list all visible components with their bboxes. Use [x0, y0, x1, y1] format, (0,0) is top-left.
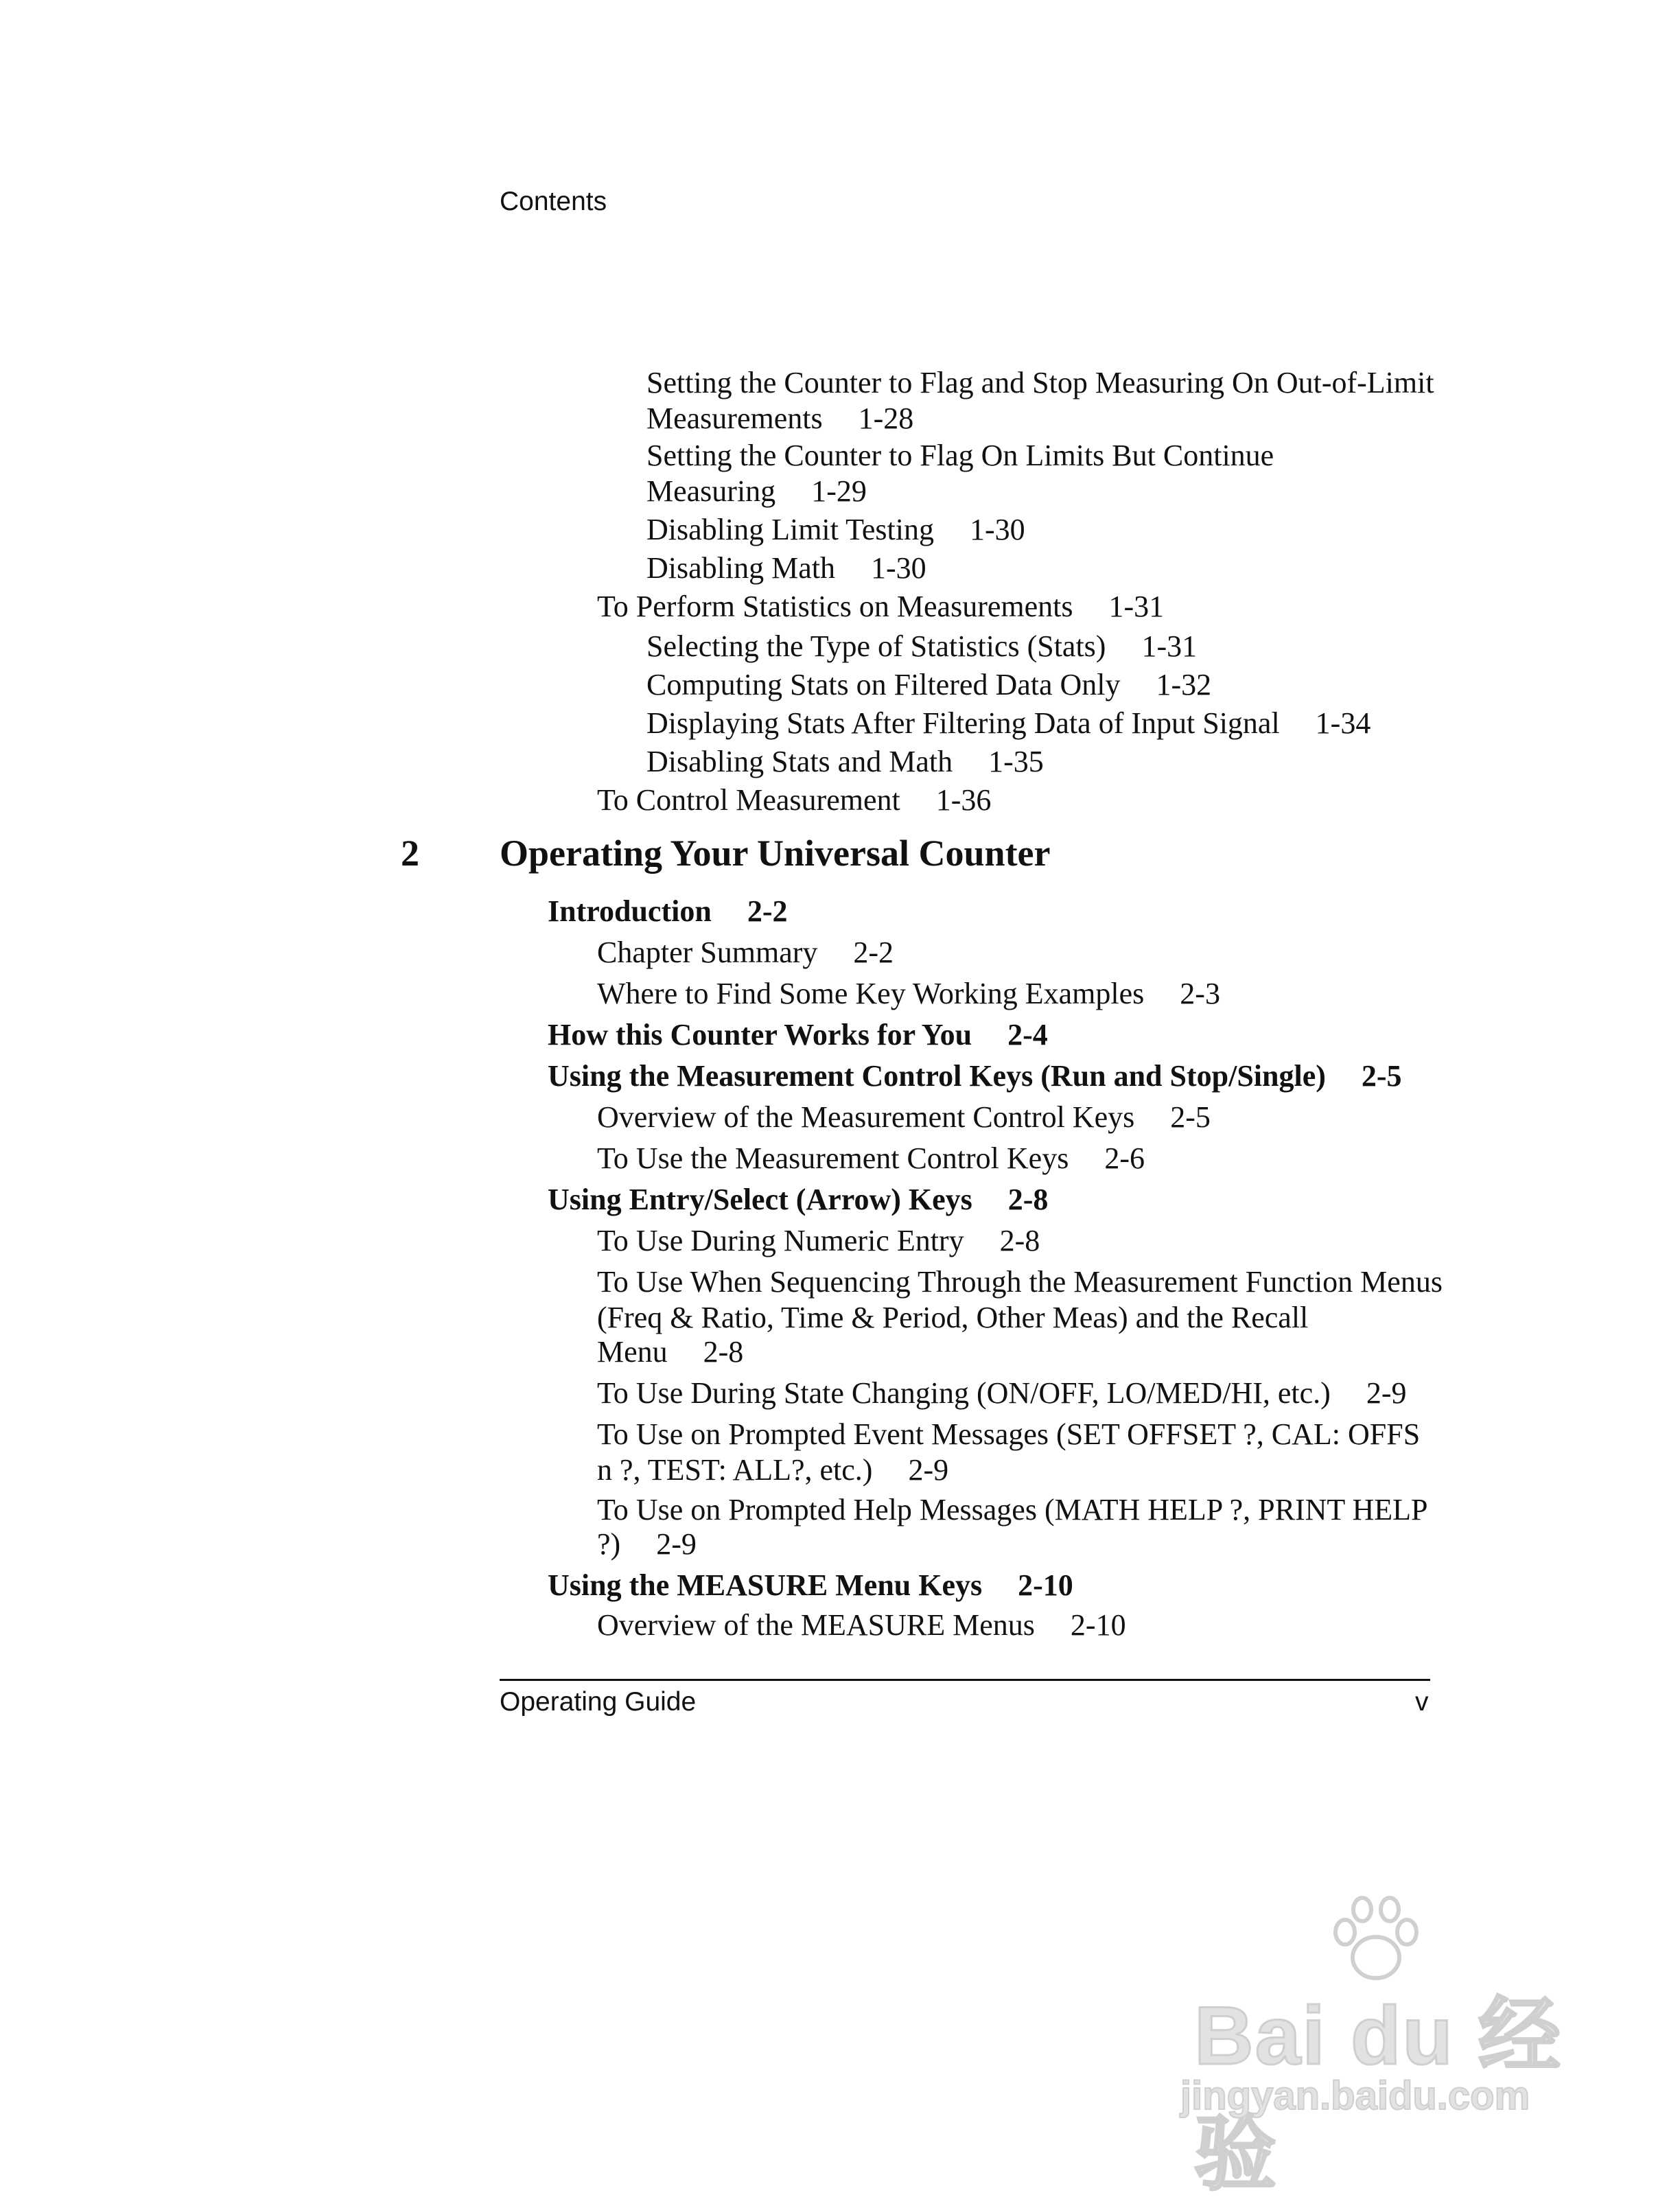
toc-entry[interactable]	[597, 782, 991, 818]
toc-entry[interactable]	[646, 401, 913, 437]
toc-entry-text: Measuring	[646, 474, 776, 508]
toc-page-number: 2-9	[656, 1527, 697, 1561]
toc-entry-text: Disabling Math	[646, 551, 835, 585]
toc-entry[interactable]	[597, 589, 1164, 625]
footer-guide-name: Operating Guide	[500, 1687, 697, 1717]
toc-page-number: 1-35	[988, 745, 1044, 778]
toc-entry-text: To Use the Measurement Control Keys	[597, 1141, 1069, 1175]
toc-entry[interactable]	[646, 706, 1370, 741]
toc-entry[interactable]	[597, 1300, 1308, 1336]
running-head: Contents	[500, 187, 607, 216]
toc-entry[interactable]	[646, 550, 926, 586]
toc-page-number: 1-28	[858, 402, 914, 435]
toc-entry-text: Displaying Stats After Filtering Data of Input Signal	[646, 706, 1280, 740]
toc-entry-text: How this Counter Works for You	[548, 1018, 972, 1052]
toc-page-number: 2-4	[1007, 1018, 1048, 1052]
toc-page-number: 1-30	[970, 513, 1025, 546]
toc-page-number: 2-8	[1007, 1183, 1049, 1216]
toc-page-number: 1-30	[870, 551, 926, 585]
toc-page-number: 2-2	[747, 894, 788, 928]
toc-entry[interactable]	[597, 1607, 1126, 1643]
toc-entry-text: (Freq & Ratio, Time & Period, Other Meas) and the Recall	[597, 1301, 1309, 1334]
toc-entry[interactable]	[597, 1452, 948, 1488]
toc-entry[interactable]	[597, 1264, 1443, 1300]
toc-page-number: 1-34	[1315, 706, 1371, 740]
toc-page-number: 1-29	[811, 474, 867, 508]
toc-entry-text: Chapter Summary	[597, 936, 818, 969]
baidu-watermark	[1167, 1894, 1578, 2200]
toc-section[interactable]	[548, 1182, 1048, 1218]
toc-entry-text: ?)	[597, 1527, 621, 1561]
toc-entry-text: To Perform Statistics on Measurements	[597, 590, 1073, 623]
toc-entry-text: To Use on Prompted Help Messages (MATH HELP ?, PRINT HELP	[597, 1493, 1428, 1526]
toc-page-number: 2-9	[908, 1453, 949, 1487]
toc-section[interactable]	[548, 1017, 1048, 1053]
toc-entry[interactable]	[597, 1375, 1406, 1411]
toc-entry[interactable]	[597, 1334, 743, 1370]
toc-page-number: 2-5	[1170, 1100, 1211, 1134]
toc-section[interactable]	[548, 1058, 1402, 1094]
toc-page-number: 2-9	[1366, 1376, 1407, 1410]
toc-entry-text: Overview of the MEASURE Menus	[597, 1608, 1035, 1642]
footer-rule	[500, 1679, 1430, 1681]
toc-entry-text: Computing Stats on Filtered Data Only	[646, 668, 1121, 701]
toc-entry-text: Menu	[597, 1335, 668, 1369]
toc-entry[interactable]	[597, 1417, 1420, 1452]
toc-entry-text: To Use When Sequencing Through the Measurement Function Menus	[597, 1265, 1443, 1299]
toc-entry-text: Disabling Limit Testing	[646, 513, 934, 546]
toc-entry-text: Overview of the Measurement Control Keys	[597, 1100, 1135, 1134]
toc-entry[interactable]	[597, 1526, 697, 1562]
toc-entry[interactable]	[646, 474, 867, 509]
toc-entry[interactable]	[597, 1141, 1145, 1176]
toc-entry-text: Using the MEASURE Menu Keys	[548, 1568, 983, 1602]
toc-entry-text: To Control Measurement	[597, 783, 900, 817]
toc-page-number: 1-36	[935, 783, 992, 817]
toc-entry[interactable]	[646, 744, 1044, 780]
footer-page-number: v	[1415, 1687, 1429, 1717]
toc-entry-text: Selecting the Type of Statistics (Stats)	[646, 629, 1106, 663]
chapter-title[interactable]: Operating Your Universal Counter	[500, 833, 1051, 874]
toc-page-number: 2-8	[999, 1224, 1040, 1257]
toc-entry-text: To Use During Numeric Entry	[597, 1224, 964, 1257]
toc-entry[interactable]	[646, 667, 1211, 703]
toc-entry-text: Using the Measurement Control Keys (Run and Stop/Single)	[548, 1059, 1326, 1093]
toc-page-number: 2-10	[1018, 1568, 1073, 1602]
toc-page-number: 2-5	[1361, 1059, 1402, 1093]
toc-entry-text: Setting the Counter to Flag On Limits But Continue	[646, 439, 1274, 472]
toc-entry[interactable]	[597, 935, 894, 971]
toc-entry-text: n ?, TEST: ALL?, etc.)	[597, 1453, 873, 1487]
toc-entry[interactable]	[646, 438, 1274, 474]
toc-entry-text: Where to Find Some Key Working Examples	[597, 977, 1145, 1010]
toc-entry[interactable]	[597, 976, 1220, 1012]
toc-entry-text: Introduction	[548, 894, 712, 928]
toc-entry[interactable]	[597, 1492, 1428, 1528]
chapter-number: 2	[401, 833, 419, 874]
toc-page-number: 1-31	[1108, 590, 1165, 623]
toc-page-number: 2-2	[853, 936, 894, 969]
toc-entry-text: To Use During State Changing (ON/OFF, LO/MED/HI, etc.)	[597, 1376, 1331, 1410]
toc-entry-text: Using Entry/Select (Arrow) Keys	[548, 1183, 972, 1216]
toc-entry-text: Measurements	[646, 402, 823, 435]
toc-page-number: 2-3	[1180, 977, 1220, 1010]
toc-entry-text: To Use on Prompted Event Messages (SET OFFSET ?, CAL: OFFS	[597, 1417, 1421, 1451]
toc-page-number: 2-6	[1104, 1141, 1145, 1175]
toc-section[interactable]	[548, 894, 787, 929]
toc-page-number: 1-31	[1141, 629, 1198, 663]
watermark-brand: Bai du 经验	[1194, 1990, 1563, 2200]
toc-entry-text: Disabling Stats and Math	[646, 745, 953, 778]
toc-section[interactable]	[548, 1568, 1073, 1603]
watermark-url: jingyan.baidu.com	[1180, 2074, 1530, 2118]
toc-entry[interactable]	[646, 512, 1025, 548]
toc-entry[interactable]	[597, 1100, 1211, 1135]
toc-entry[interactable]	[646, 365, 1434, 401]
toc-page-number: 2-10	[1070, 1608, 1126, 1642]
toc-entry[interactable]	[646, 629, 1197, 664]
toc-entry[interactable]	[597, 1223, 1040, 1259]
toc-page-number: 2-8	[703, 1335, 744, 1369]
toc-page-number: 1-32	[1156, 668, 1212, 701]
toc-entry-text: Setting the Counter to Flag and Stop Measuring On Out-of-Limit	[646, 366, 1434, 399]
